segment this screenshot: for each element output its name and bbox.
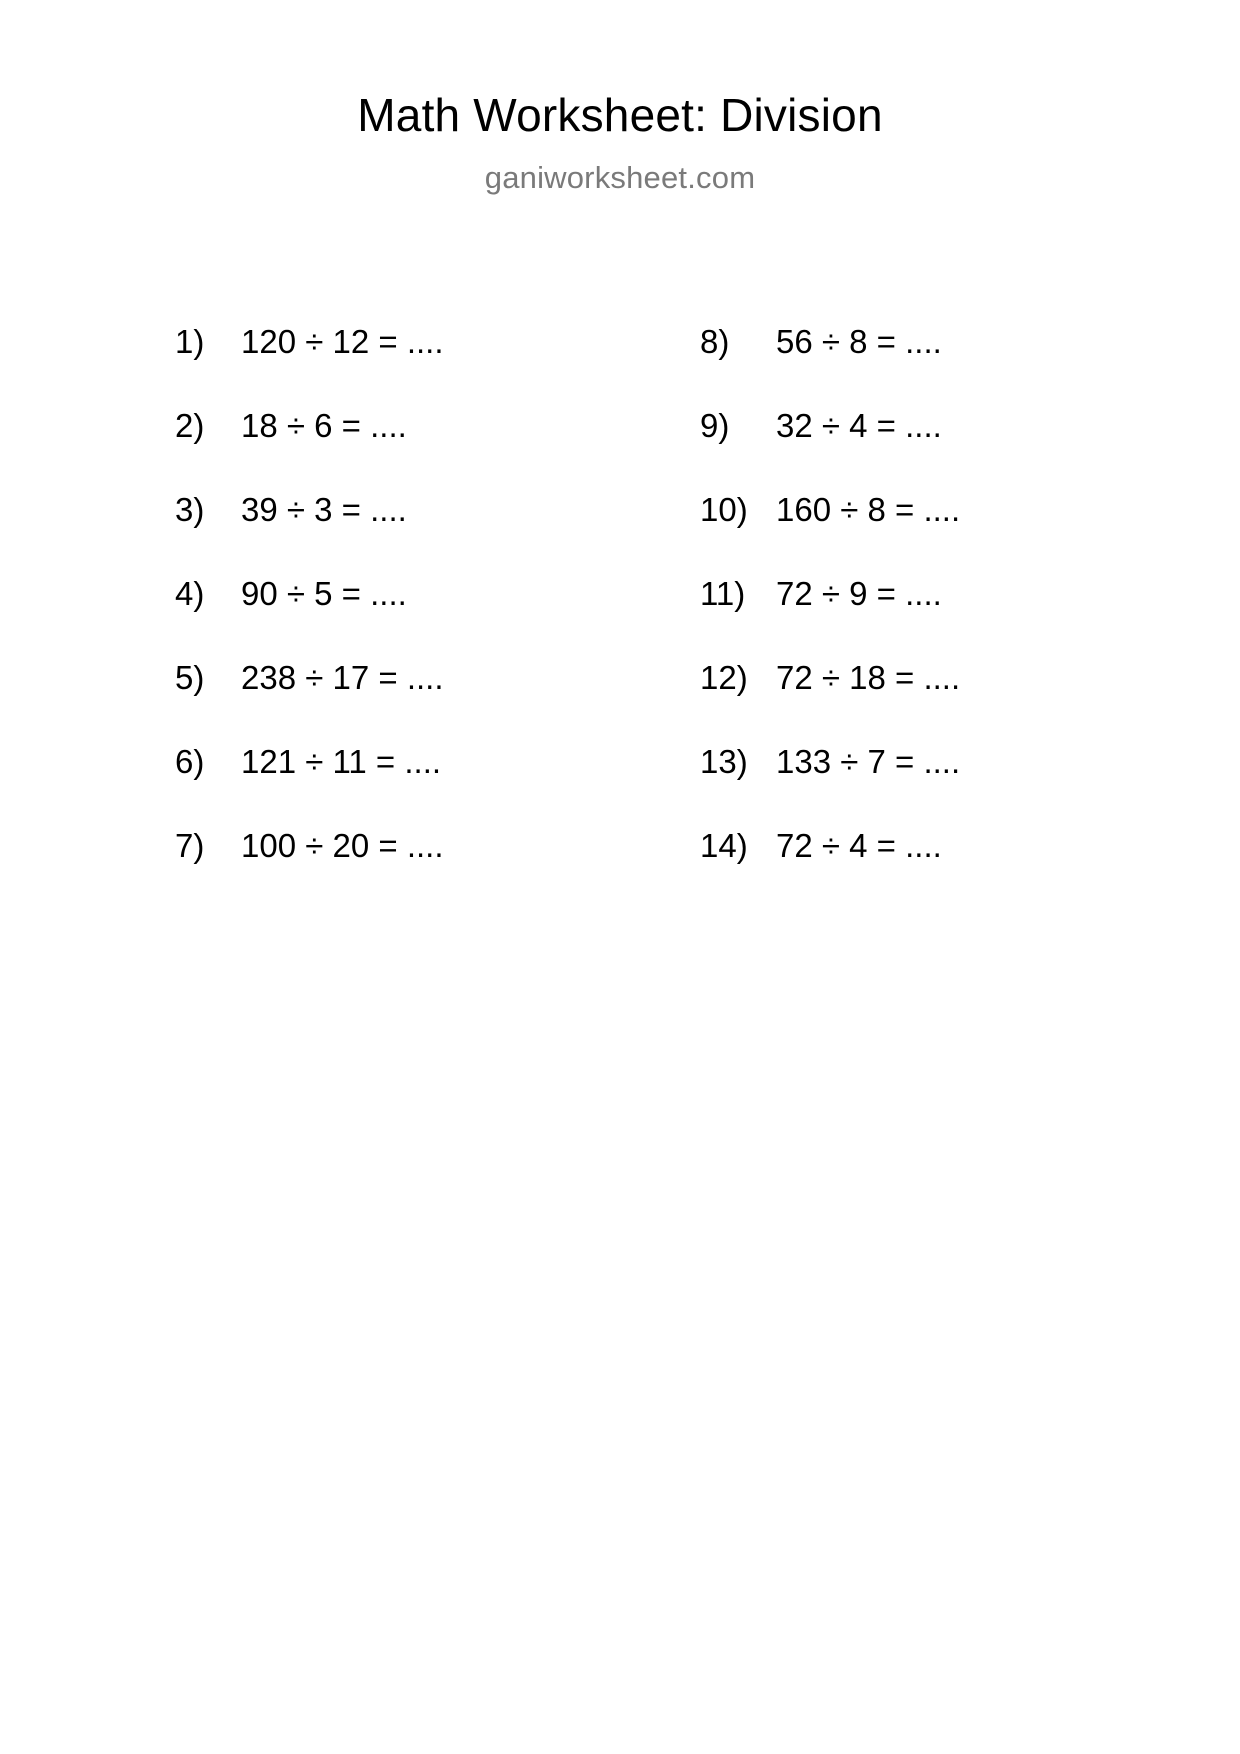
problem-number: 13): [700, 743, 748, 780]
problem-expression: 100 ÷ 20 = ....: [241, 827, 444, 864]
problem-expression: 72 ÷ 4 = ....: [776, 827, 942, 864]
page-subtitle: ganiworksheet.com: [484, 160, 756, 195]
problem-number: 6): [175, 743, 205, 780]
problem-item: [175, 720, 625, 804]
problem-number: 10): [700, 491, 748, 528]
problem-expression: 39 ÷ 3 = ....: [241, 491, 407, 528]
problem-item: [700, 552, 1150, 636]
problem-expression: 72 ÷ 18 = ....: [776, 659, 961, 696]
problem-number: 9): [700, 407, 730, 444]
problem-expression: 90 ÷ 5 = ....: [241, 575, 407, 612]
problem-item: [175, 636, 625, 720]
problem-item: [175, 804, 625, 888]
problem-expression: 133 ÷ 7 = ....: [776, 743, 961, 780]
problem-item: [700, 720, 1150, 804]
problem-expression: 160 ÷ 8 = ....: [776, 491, 961, 528]
problem-expression: 18 ÷ 6 = ....: [241, 407, 407, 444]
problem-number: 11): [700, 575, 746, 612]
problem-item: [175, 384, 625, 468]
problem-item: [700, 300, 1150, 384]
problem-item: [175, 300, 625, 384]
problem-number: 3): [175, 491, 205, 528]
problem-number: 12): [700, 659, 748, 696]
problem-number: 4): [175, 575, 205, 612]
problem-column-right: [700, 300, 1150, 888]
page-title: Math Worksheet: Division: [357, 89, 883, 141]
problem-number: 1): [175, 323, 205, 360]
problem-expression: 238 ÷ 17 = ....: [241, 659, 444, 696]
problem-item: [700, 804, 1150, 888]
problem-number: 8): [700, 323, 730, 360]
problem-expression: 32 ÷ 4 = ....: [776, 407, 942, 444]
problem-item: [175, 468, 625, 552]
problem-number: 7): [175, 827, 205, 864]
problem-number: 5): [175, 659, 205, 696]
problem-expression: 120 ÷ 12 = ....: [241, 323, 444, 360]
problem-column-left: [175, 300, 625, 888]
problem-item: [175, 552, 625, 636]
problem-number: 14): [700, 827, 748, 864]
problem-item: [700, 384, 1150, 468]
problem-item: [700, 468, 1150, 552]
problem-expression: 72 ÷ 9 = ....: [776, 575, 942, 612]
problem-expression: 56 ÷ 8 = ....: [776, 323, 942, 360]
problem-expression: 121 ÷ 11 = ....: [241, 743, 442, 780]
problem-item: [700, 636, 1150, 720]
problem-list: [0, 300, 1240, 888]
problem-number: 2): [175, 407, 205, 444]
